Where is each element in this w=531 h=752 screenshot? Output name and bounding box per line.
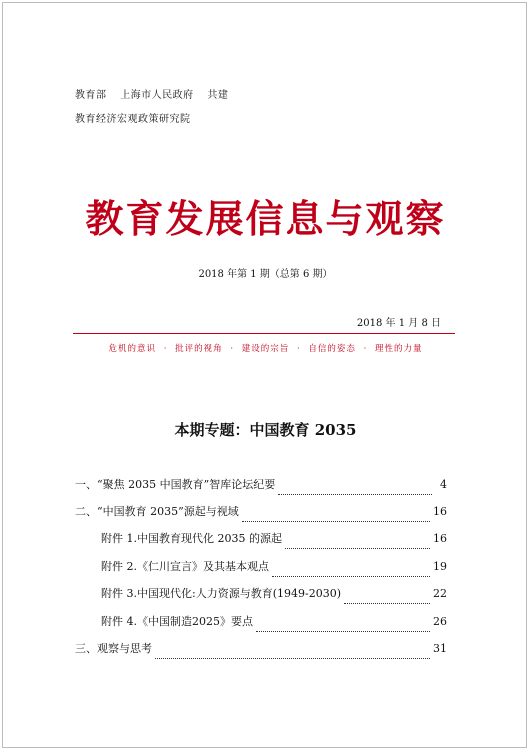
- issue-number: 2018 年第 1 期（总第 6 期）: [198, 269, 333, 280]
- sponsor-co-build: 共建: [207, 90, 229, 101]
- toc-title: 附件 4.《中国制造2025》要点: [101, 614, 253, 628]
- toc-page: 16: [433, 505, 447, 518]
- motto-item: · 理性的力量: [356, 344, 423, 354]
- table-of-contents: [75, 476, 447, 667]
- sponsor-moe: 教育部: [75, 90, 107, 101]
- toc-title: 三、观察与思考: [75, 642, 152, 655]
- sponsors-line: [75, 86, 238, 101]
- toc-entry[interactable]: [75, 503, 447, 530]
- toc-title: 附件 3.中国现代化:人力资源与教育(1949-2030): [101, 587, 341, 600]
- toc-entry[interactable]: [75, 640, 447, 667]
- masthead-rule: [73, 333, 455, 334]
- toc-leader: [272, 568, 430, 577]
- issue-topic: 本期专题：中国教育 2035: [174, 421, 357, 439]
- toc-subentry[interactable]: [75, 585, 447, 613]
- toc-title: 附件 1.中国教育现代化 2035 的源起: [101, 532, 282, 545]
- motto-line: [0, 342, 531, 354]
- toc-leader: [256, 623, 430, 632]
- toc-page: 22: [433, 587, 447, 600]
- toc-entry[interactable]: [75, 476, 447, 503]
- toc-leader: [344, 595, 430, 604]
- toc-subentry[interactable]: [75, 558, 447, 586]
- toc-subentry[interactable]: [75, 613, 447, 641]
- toc-leader: [242, 513, 430, 522]
- motto-item: · 建设的宗旨: [223, 344, 290, 354]
- toc-leader: [285, 540, 430, 549]
- institute-name: 教育经济宏观政策研究院: [75, 114, 191, 125]
- toc-page: 4: [440, 478, 447, 491]
- toc-page: 31: [433, 642, 447, 655]
- toc-page: 16: [433, 532, 447, 545]
- motto-item: 危机的意识: [108, 344, 156, 354]
- toc-leader: [155, 650, 430, 659]
- toc-title: 附件 2.《仁川宣言》及其基本观点: [101, 559, 269, 573]
- toc-subentry[interactable]: [75, 530, 447, 558]
- motto-item: · 批评的视角: [156, 344, 223, 354]
- toc-page: 26: [433, 614, 447, 628]
- sponsor-shanghai: 上海市人民政府: [120, 90, 194, 101]
- publication-date: 2018 年 1 月 8 日: [356, 318, 441, 329]
- toc-title: 二、“中国教育 2035”源起与视域: [75, 505, 239, 518]
- motto-item: · 自信的姿态: [289, 344, 356, 354]
- toc-title: 一、“聚焦 2035 中国教育”智库论坛纪要: [75, 478, 276, 491]
- toc-leader: [278, 486, 432, 495]
- publication-title: 教育发展信息与观察: [85, 196, 446, 241]
- toc-page: 19: [433, 559, 447, 573]
